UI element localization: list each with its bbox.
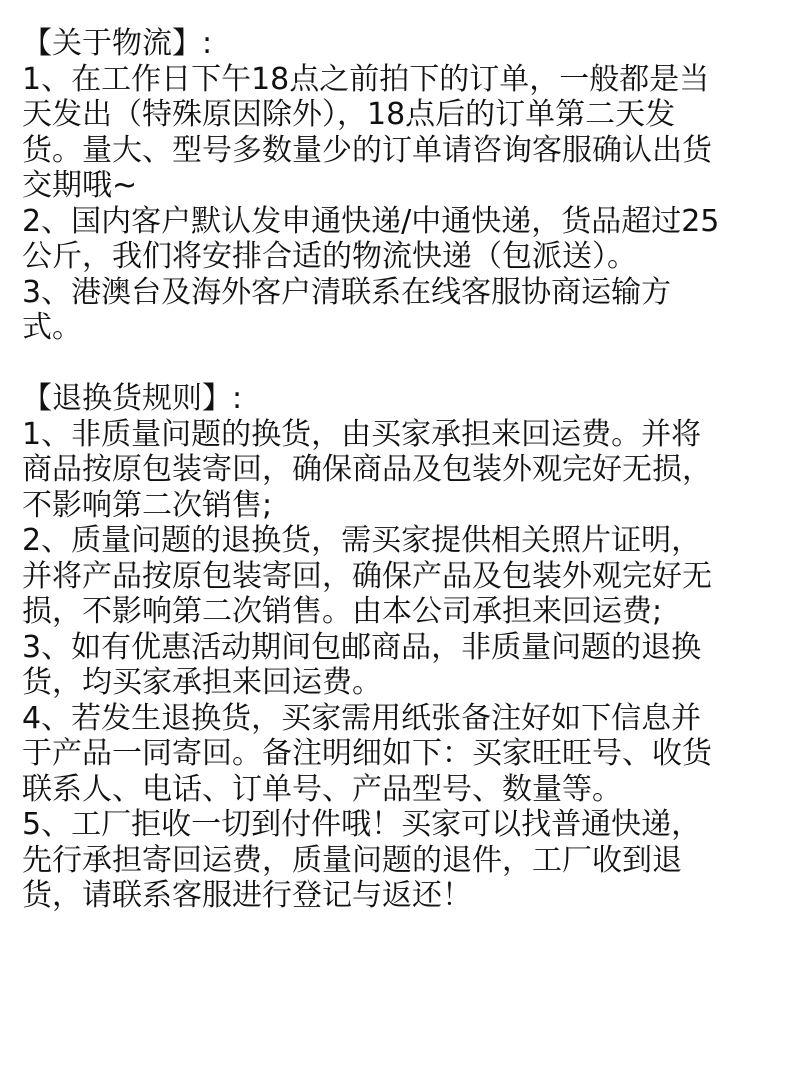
logistics-line: 货。量大、型号多数量少的订单请咨询客服确认出货 <box>22 132 712 168</box>
section-spacer <box>22 346 774 382</box>
returns-line: 联系人、电话、订单号、产品型号、数量等。 <box>22 771 622 807</box>
logistics-line: 1、在工作日下午18点之前拍下的订单，一般都是当 <box>22 61 710 97</box>
returns-line: 4、若发生退换货，买家需用纸张备注好如下信息并 <box>22 700 702 736</box>
returns-heading: 【退换货规则】: <box>22 381 243 416</box>
returns-line: 货，请联系客服进行登记与返还！ <box>22 878 472 913</box>
returns-line: 3、如有优惠活动期间包邮商品，非质量问题的退换 <box>22 629 702 665</box>
returns-line: 2、质量问题的退换货，需买家提供相关照片证明， <box>22 523 702 558</box>
logistics-line: 3、港澳台及海外客户清联系在线客服协商运输方 <box>22 274 672 310</box>
returns-line: 并将产品按原包装寄回，确保产品及包装外观完好无 <box>22 558 712 594</box>
logistics-section <box>22 26 774 346</box>
logistics-line: 交期哦~ <box>22 168 138 203</box>
returns-section <box>22 381 774 914</box>
returns-line: 货，均买家承担来回运费。 <box>22 665 382 700</box>
returns-line: 损，不影响第二次销售。由本公司承担来回运费; <box>22 594 663 629</box>
logistics-heading: 【关于物流】: <box>22 26 213 61</box>
logistics-line: 公斤，我们将安排合适的物流快递（包派送）。 <box>22 239 637 274</box>
policy-document <box>22 26 774 914</box>
returns-line: 不影响第二次销售; <box>22 487 273 523</box>
returns-line: 1、非质量问题的换货，由买家承担来回运费。并将 <box>22 416 702 452</box>
returns-line: 商品按原包装寄回，确保商品及包装外观完好无损， <box>22 452 712 487</box>
logistics-line: 式。 <box>22 310 82 345</box>
returns-line: 于产品一同寄回。备注明细如下：买家旺旺号、收货 <box>22 736 712 771</box>
returns-line: 先行承担寄回运费，质量问题的退件，工厂收到退 <box>22 842 682 878</box>
logistics-line: 天发出（特殊原因除外），18点后的订单第二天发 <box>22 97 676 132</box>
logistics-line: 2、国内客户默认发申通快递/中通快递，货品超过25 <box>22 203 720 239</box>
returns-line: 5、工厂拒收一切到付件哦！买家可以找普通快递， <box>22 807 702 842</box>
